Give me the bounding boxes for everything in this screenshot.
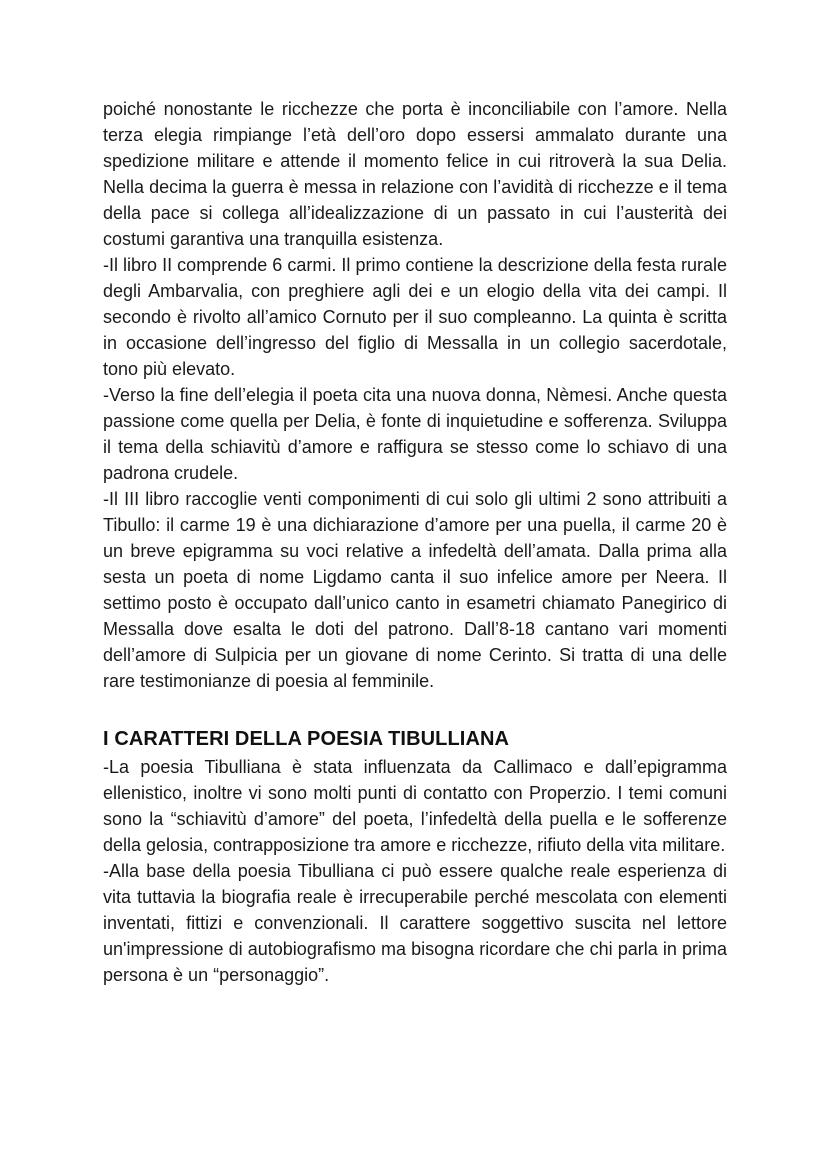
- paragraph-nemesi: -Verso la fine dell’elegia il poeta cita una nuova donna, Nèmesi. Anche questa passione come quella per Delia, è fonte di inquietudine e sofferenza. Sviluppa il tema della schiavitù d’amore e raffigura se stesso come lo schiavo di una padrona crudele.: [103, 385, 727, 483]
- section-heading: I CARATTERI DELLA POESIA TIBULLIANA: [103, 728, 510, 750]
- paragraph-book-3: -Il III libro raccoglie venti componimenti di cui solo gli ultimi 2 sono attribuiti a Tibullo: il carme 19 è una dichiarazione d’amore per una puella, il carme 20 è un breve epigramma su voci relative a infedeltà dell’amata. Dalla prima alla sesta un poeta di nome Ligdamo canta il suo infelice amore per Neera. Il settimo posto è occupato dall’unico canto in esametri chiamato Panegirico di Messalla dove esalta le doti del patrono. Dall’8-18 cantano vari momenti dell’amore di Sulpicia per un giovane di nome Cerinto. Si tratta di una delle rare testimonianze di poesia al femminile.: [103, 489, 727, 691]
- paragraph-influences: -La poesia Tibulliana è stata influenzata da Callimaco e dall’epigramma ellenistico, inoltre vi sono molti punti di contatto con Properzio. I temi comuni sono la “schiavitù d’amore” del poeta, l’infedeltà della puella e le sofferenze della gelosia, contrapposizione tra amore e ricchezze, rifiuto della vita militare.: [103, 757, 727, 855]
- document-page: [103, 96, 727, 988]
- paragraph-elegies-book-1: poiché nonostante le ricchezze che porta è inconciliabile con l’amore. Nella terza elegia rimpiange l’età dell’oro dopo essersi ammalato durante una spedizione militare e attende il momento felice in cui ritroverà la sua Delia. Nella decima la guerra è messa in relazione con l’avidità di ricchezze e il tema della pace si collega all’idealizzazione di un passato in cui l’austerità dei costumi garantiva una tranquilla esistenza.: [103, 99, 727, 249]
- paragraph-book-2: -Il libro II comprende 6 carmi. Il primo contiene la descrizione della festa rurale degli Ambarvalia, con preghiere agli dei e un elogio della vita dei campi. Il secondo è rivolto all’amico Cornuto per il suo compleanno. La quinta è scritta in occasione dell’ingresso del figlio di Messalla in un collegio sacerdotale, tono più elevato.: [103, 255, 727, 379]
- paragraph-autobiography: -Alla base della poesia Tibulliana ci può essere qualche reale esperienza di vita tuttavia la biografia reale è irrecuperabile perché mescolata con elementi inventati, fittizi e convenzionali. Il carattere soggettivo suscita nel lettore un'impressione di autobiografismo ma bisogna ricordare che chi parla in prima persona è un “personaggio”.: [103, 861, 727, 985]
